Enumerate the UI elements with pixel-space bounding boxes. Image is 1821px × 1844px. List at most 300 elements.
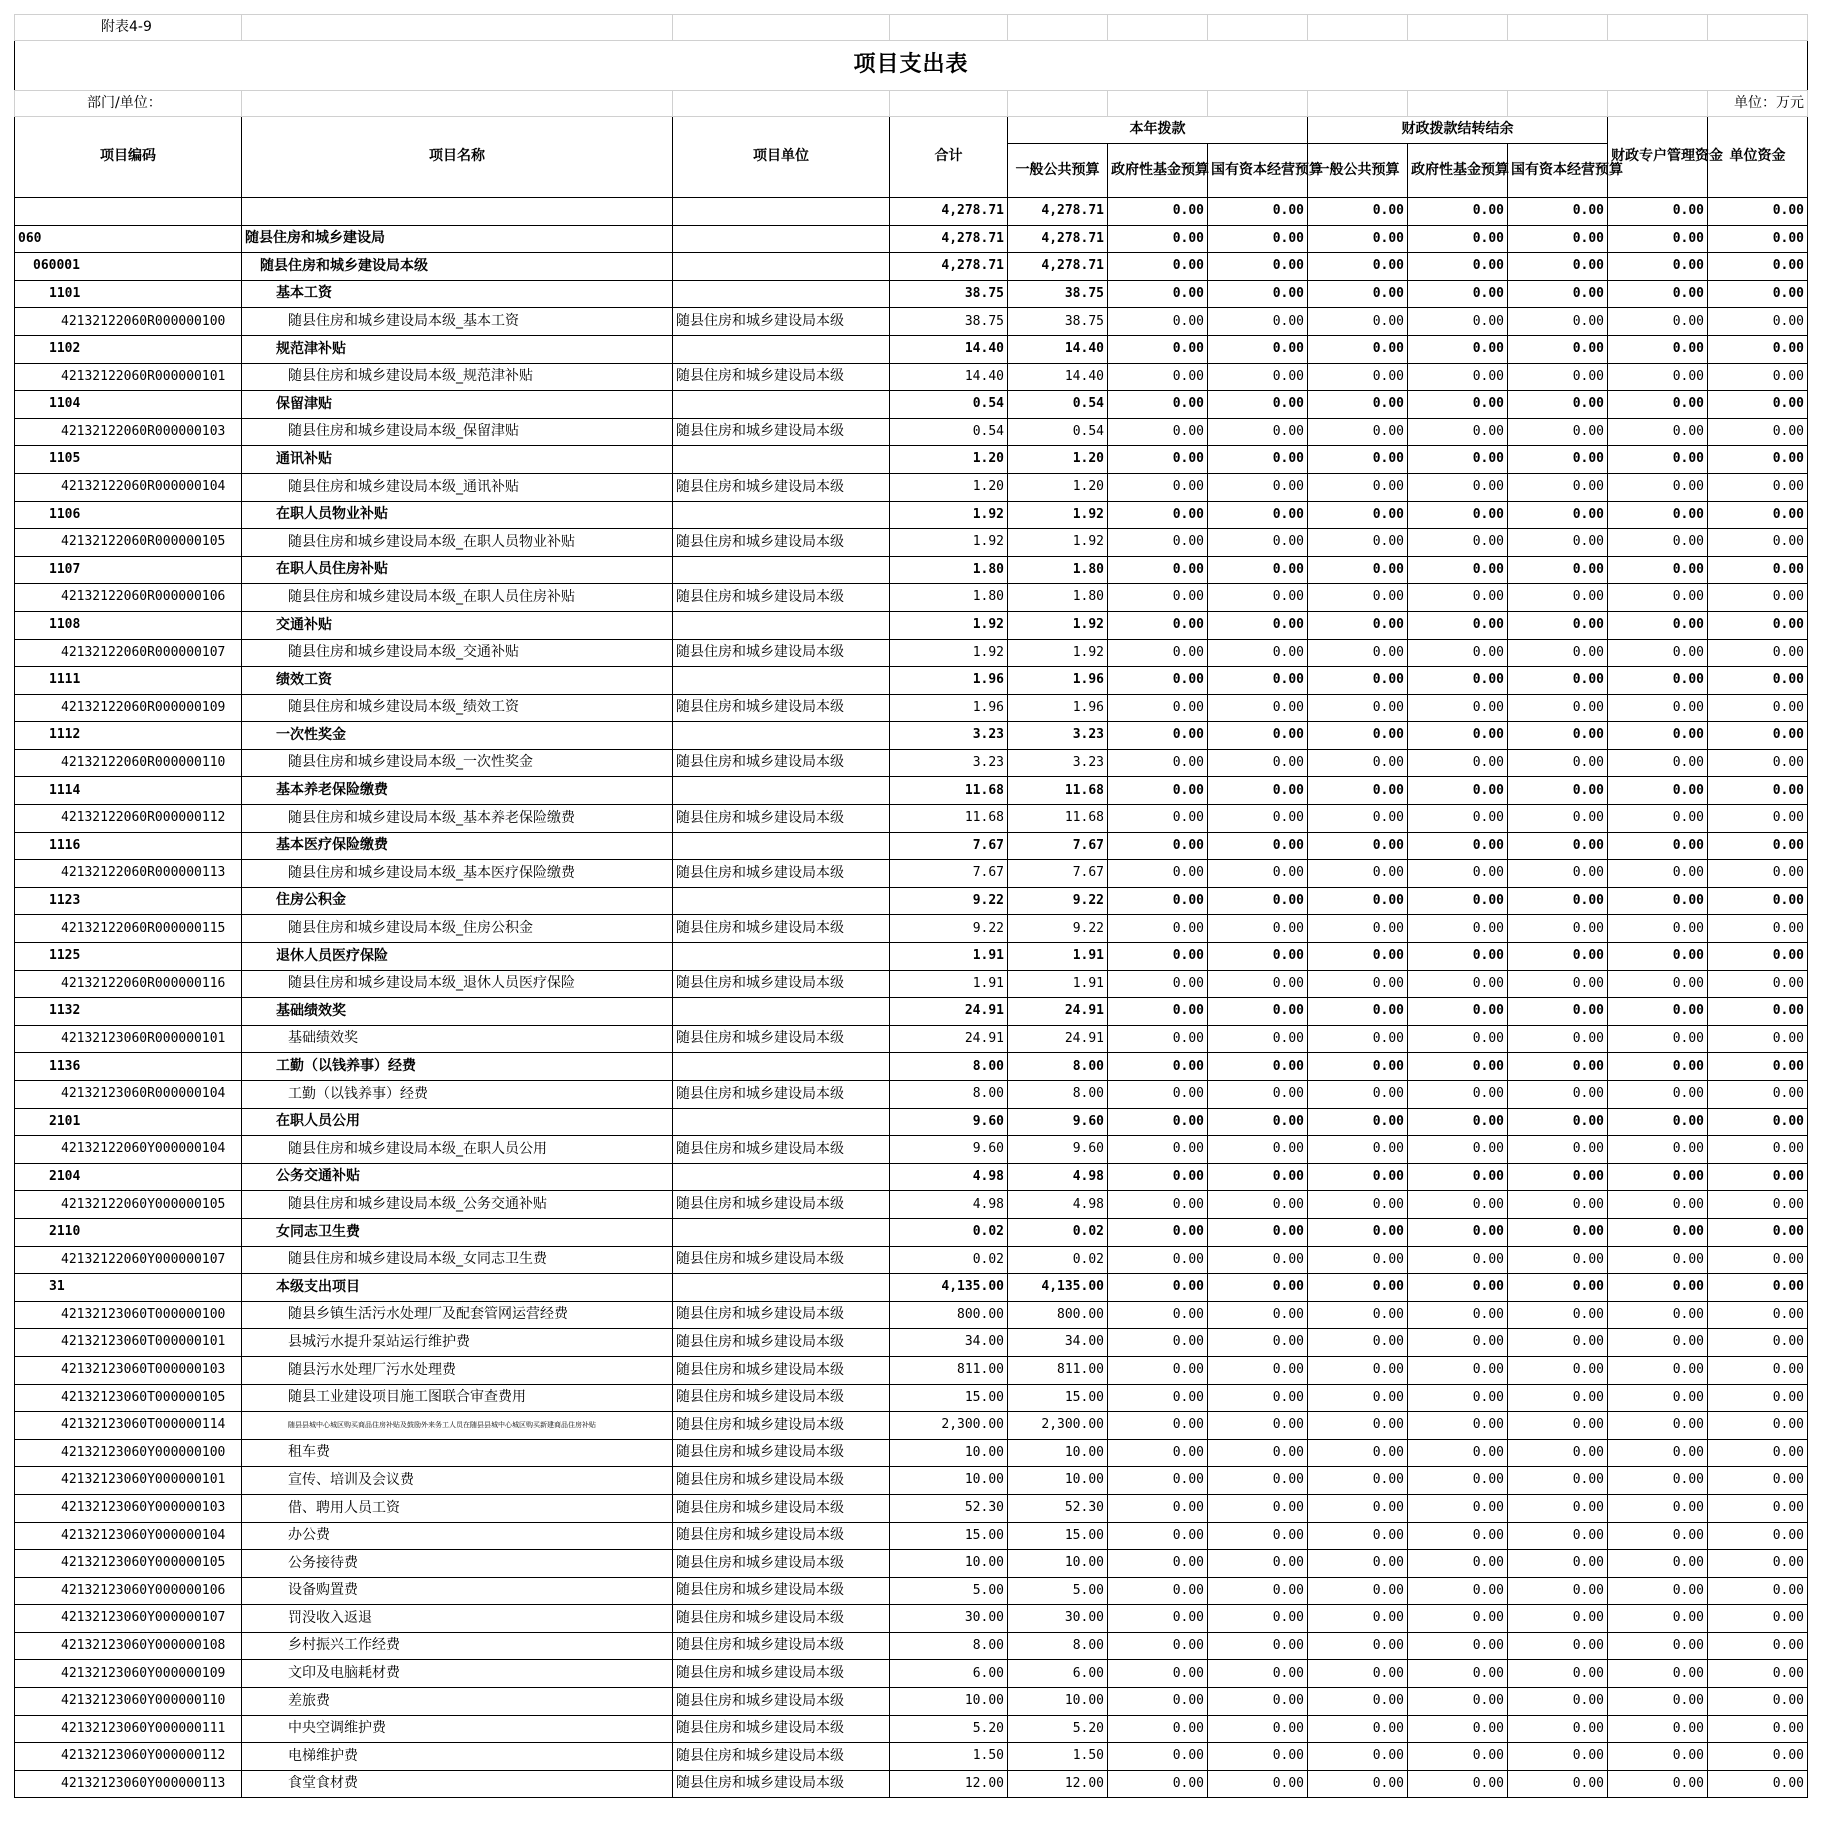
state-cell: 0.00 bbox=[1208, 998, 1308, 1026]
table-row bbox=[15, 225, 1808, 253]
state2-cell: 0.00 bbox=[1508, 639, 1608, 667]
own-cell: 0.00 bbox=[1708, 970, 1808, 998]
general2-cell: 0.00 bbox=[1308, 1081, 1408, 1109]
header-unit: 项目单位 bbox=[673, 117, 890, 198]
total-cell: 1.20 bbox=[890, 473, 1008, 501]
general-budget-cell: 9.22 bbox=[1008, 887, 1108, 915]
general2-cell: 0.00 bbox=[1308, 805, 1408, 833]
state-cell: 0.00 bbox=[1208, 253, 1308, 281]
govfund-cell: 0.00 bbox=[1108, 1605, 1208, 1633]
general2-cell: 0.00 bbox=[1308, 1191, 1408, 1219]
general2-cell: 0.00 bbox=[1308, 584, 1408, 612]
state-cell: 0.00 bbox=[1208, 1439, 1308, 1467]
project-unit-cell: 随县住房和城乡建设局本级 bbox=[673, 1522, 890, 1550]
govfund2-cell: 0.00 bbox=[1408, 501, 1508, 529]
table-row bbox=[15, 1108, 1808, 1136]
project-unit-cell: 随县住房和城乡建设局本级 bbox=[673, 1494, 890, 1522]
project-name-cell: 住房公积金 bbox=[242, 887, 673, 915]
general2-cell: 0.00 bbox=[1308, 887, 1408, 915]
project-unit-cell: 随县住房和城乡建设局本级 bbox=[673, 1660, 890, 1688]
govfund-cell: 0.00 bbox=[1108, 253, 1208, 281]
general2-cell: 0.00 bbox=[1308, 1439, 1408, 1467]
state-cell: 0.00 bbox=[1208, 363, 1308, 391]
own-cell: 0.00 bbox=[1708, 1053, 1808, 1081]
project-code-cell: 42132123060Y000000105 bbox=[15, 1550, 242, 1578]
own-cell: 0.00 bbox=[1708, 1218, 1808, 1246]
general-budget-cell: 38.75 bbox=[1008, 280, 1108, 308]
unit-label: 单位：万元 bbox=[1708, 91, 1808, 117]
own-cell: 0.00 bbox=[1708, 473, 1808, 501]
general-budget-cell: 1.80 bbox=[1008, 556, 1108, 584]
general2-cell: 0.00 bbox=[1308, 1246, 1408, 1274]
general2-cell: 0.00 bbox=[1308, 998, 1408, 1026]
project-name-cell: 中央空调维护费 bbox=[242, 1715, 673, 1743]
govfund2-cell: 0.00 bbox=[1408, 391, 1508, 419]
project-name-cell: 基本医疗保险缴费 bbox=[242, 832, 673, 860]
govfund2-cell: 0.00 bbox=[1408, 1108, 1508, 1136]
project-name-cell: 在职人员公用 bbox=[242, 1108, 673, 1136]
own-cell: 0.00 bbox=[1708, 335, 1808, 363]
general-budget-cell: 14.40 bbox=[1008, 335, 1108, 363]
total-cell: 1.92 bbox=[890, 611, 1008, 639]
special-cell: 0.00 bbox=[1608, 1660, 1708, 1688]
table-row bbox=[15, 805, 1808, 833]
govfund2-cell: 0.00 bbox=[1408, 1274, 1508, 1302]
state-cell: 0.00 bbox=[1208, 529, 1308, 557]
govfund-cell: 0.00 bbox=[1108, 887, 1208, 915]
special-cell: 0.00 bbox=[1608, 1715, 1708, 1743]
state2-cell: 0.00 bbox=[1508, 1632, 1608, 1660]
table-row bbox=[15, 722, 1808, 750]
govfund2-cell: 0.00 bbox=[1408, 1660, 1508, 1688]
govfund2-cell: 0.00 bbox=[1408, 446, 1508, 474]
state-cell: 0.00 bbox=[1208, 860, 1308, 888]
project-name-cell: 办公费 bbox=[242, 1522, 673, 1550]
total-cell: 24.91 bbox=[890, 998, 1008, 1026]
general-budget-cell: 1.96 bbox=[1008, 694, 1108, 722]
state-cell: 0.00 bbox=[1208, 1218, 1308, 1246]
project-code-cell: 42132123060Y000000103 bbox=[15, 1494, 242, 1522]
state2-cell: 0.00 bbox=[1508, 887, 1608, 915]
general-budget-cell: 4,278.71 bbox=[1008, 198, 1108, 226]
state-cell: 0.00 bbox=[1208, 667, 1308, 695]
table-row bbox=[15, 611, 1808, 639]
own-cell: 0.00 bbox=[1708, 280, 1808, 308]
total-cell: 9.22 bbox=[890, 887, 1008, 915]
special-cell: 0.00 bbox=[1608, 584, 1708, 612]
total-cell: 4,278.71 bbox=[890, 225, 1008, 253]
govfund2-cell: 0.00 bbox=[1408, 280, 1508, 308]
state2-cell: 0.00 bbox=[1508, 1053, 1608, 1081]
special-cell: 0.00 bbox=[1608, 1605, 1708, 1633]
govfund-cell: 0.00 bbox=[1108, 1301, 1208, 1329]
project-code-cell: 1108 bbox=[15, 611, 242, 639]
special-cell: 0.00 bbox=[1608, 1384, 1708, 1412]
project-unit-cell bbox=[673, 446, 890, 474]
govfund2-cell: 0.00 bbox=[1408, 805, 1508, 833]
special-cell: 0.00 bbox=[1608, 1053, 1708, 1081]
table-row bbox=[15, 639, 1808, 667]
special-cell: 0.00 bbox=[1608, 1439, 1708, 1467]
state2-cell: 0.00 bbox=[1508, 308, 1608, 336]
total-cell: 10.00 bbox=[890, 1439, 1008, 1467]
state-cell: 0.00 bbox=[1208, 1412, 1308, 1440]
govfund-cell: 0.00 bbox=[1108, 1163, 1208, 1191]
general-budget-cell: 3.23 bbox=[1008, 749, 1108, 777]
project-code-cell: 42132122060R000000109 bbox=[15, 694, 242, 722]
table-row bbox=[15, 998, 1808, 1026]
own-cell: 0.00 bbox=[1708, 1108, 1808, 1136]
project-unit-cell: 随县住房和城乡建设局本级 bbox=[673, 1550, 890, 1578]
govfund-cell: 0.00 bbox=[1108, 308, 1208, 336]
govfund-cell: 0.00 bbox=[1108, 1632, 1208, 1660]
general2-cell: 0.00 bbox=[1308, 391, 1408, 419]
govfund-cell: 0.00 bbox=[1108, 1329, 1208, 1357]
state2-cell: 0.00 bbox=[1508, 1191, 1608, 1219]
state2-cell: 0.00 bbox=[1508, 1770, 1608, 1798]
project-name-cell: 租车费 bbox=[242, 1439, 673, 1467]
own-cell: 0.00 bbox=[1708, 1329, 1808, 1357]
govfund-cell: 0.00 bbox=[1108, 998, 1208, 1026]
project-name-cell: 随县住房和城乡建设局本级_基本工资 bbox=[242, 308, 673, 336]
state2-cell: 0.00 bbox=[1508, 970, 1608, 998]
general-budget-cell: 1.92 bbox=[1008, 529, 1108, 557]
total-cell: 8.00 bbox=[890, 1053, 1008, 1081]
table-row bbox=[15, 694, 1808, 722]
govfund-cell: 0.00 bbox=[1108, 1467, 1208, 1495]
project-unit-cell: 随县住房和城乡建设局本级 bbox=[673, 1191, 890, 1219]
total-cell: 7.67 bbox=[890, 832, 1008, 860]
project-name-cell: 随县住房和城乡建设局本级_一次性奖金 bbox=[242, 749, 673, 777]
special-cell: 0.00 bbox=[1608, 1494, 1708, 1522]
header-gov-fund: 政府性基金预算 bbox=[1108, 144, 1208, 198]
state2-cell: 0.00 bbox=[1508, 611, 1608, 639]
table-row bbox=[15, 1467, 1808, 1495]
project-code-cell: 42132122060Y000000104 bbox=[15, 1136, 242, 1164]
general-budget-cell: 1.20 bbox=[1008, 473, 1108, 501]
project-code-cell: 42132122060Y000000107 bbox=[15, 1246, 242, 1274]
general-budget-cell: 9.60 bbox=[1008, 1136, 1108, 1164]
state2-cell: 0.00 bbox=[1508, 1136, 1608, 1164]
table-row bbox=[15, 446, 1808, 474]
state2-cell: 0.00 bbox=[1508, 1218, 1608, 1246]
state-cell: 0.00 bbox=[1208, 225, 1308, 253]
project-name-cell: 乡村振兴工作经费 bbox=[242, 1632, 673, 1660]
govfund2-cell: 0.00 bbox=[1408, 308, 1508, 336]
general2-cell: 0.00 bbox=[1308, 667, 1408, 695]
project-unit-cell: 随县住房和城乡建设局本级 bbox=[673, 529, 890, 557]
general-budget-cell: 12.00 bbox=[1008, 1770, 1108, 1798]
project-name-cell: 退休人员医疗保险 bbox=[242, 943, 673, 971]
govfund2-cell: 0.00 bbox=[1408, 1605, 1508, 1633]
special-cell: 0.00 bbox=[1608, 391, 1708, 419]
general2-cell: 0.00 bbox=[1308, 280, 1408, 308]
special-cell: 0.00 bbox=[1608, 253, 1708, 281]
total-cell: 9.60 bbox=[890, 1136, 1008, 1164]
general-budget-cell: 1.50 bbox=[1008, 1743, 1108, 1771]
total-cell: 8.00 bbox=[890, 1081, 1008, 1109]
own-cell: 0.00 bbox=[1708, 1467, 1808, 1495]
project-unit-cell: 随县住房和城乡建设局本级 bbox=[673, 1743, 890, 1771]
own-cell: 0.00 bbox=[1708, 1660, 1808, 1688]
own-cell: 0.00 bbox=[1708, 1577, 1808, 1605]
total-cell: 10.00 bbox=[890, 1550, 1008, 1578]
total-cell: 15.00 bbox=[890, 1522, 1008, 1550]
state2-cell: 0.00 bbox=[1508, 722, 1608, 750]
project-unit-cell bbox=[673, 198, 890, 226]
special-cell: 0.00 bbox=[1608, 943, 1708, 971]
total-cell: 1.91 bbox=[890, 943, 1008, 971]
state-cell: 0.00 bbox=[1208, 1191, 1308, 1219]
total-cell: 7.67 bbox=[890, 860, 1008, 888]
special-cell: 0.00 bbox=[1608, 1356, 1708, 1384]
special-cell: 0.00 bbox=[1608, 1522, 1708, 1550]
own-cell: 0.00 bbox=[1708, 225, 1808, 253]
special-cell: 0.00 bbox=[1608, 1274, 1708, 1302]
project-name-cell: 文印及电脑耗材费 bbox=[242, 1660, 673, 1688]
own-cell: 0.00 bbox=[1708, 1688, 1808, 1716]
special-cell: 0.00 bbox=[1608, 556, 1708, 584]
state2-cell: 0.00 bbox=[1508, 363, 1608, 391]
state-cell: 0.00 bbox=[1208, 391, 1308, 419]
own-cell: 0.00 bbox=[1708, 391, 1808, 419]
general2-cell: 0.00 bbox=[1308, 1494, 1408, 1522]
project-unit-cell: 随县住房和城乡建设局本级 bbox=[673, 639, 890, 667]
state-cell: 0.00 bbox=[1208, 1605, 1308, 1633]
general2-cell: 0.00 bbox=[1308, 1218, 1408, 1246]
general-budget-cell: 10.00 bbox=[1008, 1550, 1108, 1578]
special-cell: 0.00 bbox=[1608, 970, 1708, 998]
page-title: 项目支出表 bbox=[15, 41, 1808, 91]
project-unit-cell bbox=[673, 1053, 890, 1081]
project-code-cell: 2110 bbox=[15, 1218, 242, 1246]
own-cell: 0.00 bbox=[1708, 1136, 1808, 1164]
state-cell: 0.00 bbox=[1208, 1550, 1308, 1578]
special-cell: 0.00 bbox=[1608, 1329, 1708, 1357]
special-cell: 0.00 bbox=[1608, 1632, 1708, 1660]
project-code-cell: 1136 bbox=[15, 1053, 242, 1081]
project-unit-cell: 随县住房和城乡建设局本级 bbox=[673, 915, 890, 943]
project-code-cell: 42132122060R000000110 bbox=[15, 749, 242, 777]
general-budget-cell: 0.54 bbox=[1008, 391, 1108, 419]
special-cell: 0.00 bbox=[1608, 446, 1708, 474]
project-unit-cell: 随县住房和城乡建设局本级 bbox=[673, 1329, 890, 1357]
project-unit-cell: 随县住房和城乡建设局本级 bbox=[673, 970, 890, 998]
project-name-cell: 随县住房和城乡建设局本级_公务交通补贴 bbox=[242, 1191, 673, 1219]
table-row bbox=[15, 1081, 1808, 1109]
state-cell: 0.00 bbox=[1208, 1274, 1308, 1302]
special-cell: 0.00 bbox=[1608, 1743, 1708, 1771]
govfund-cell: 0.00 bbox=[1108, 391, 1208, 419]
project-name-cell: 随县住房和城乡建设局 bbox=[242, 225, 673, 253]
govfund-cell: 0.00 bbox=[1108, 225, 1208, 253]
project-name-cell: 规范津补贴 bbox=[242, 335, 673, 363]
govfund2-cell: 0.00 bbox=[1408, 556, 1508, 584]
state2-cell: 0.00 bbox=[1508, 1439, 1608, 1467]
govfund-cell: 0.00 bbox=[1108, 943, 1208, 971]
govfund2-cell: 0.00 bbox=[1408, 1412, 1508, 1440]
state-cell: 0.00 bbox=[1208, 694, 1308, 722]
own-cell: 0.00 bbox=[1708, 887, 1808, 915]
header-general-budget-carry: 一般公共预算 bbox=[1308, 144, 1408, 198]
special-cell: 0.00 bbox=[1608, 860, 1708, 888]
govfund2-cell: 0.00 bbox=[1408, 667, 1508, 695]
state-cell: 0.00 bbox=[1208, 1246, 1308, 1274]
table-row bbox=[15, 1053, 1808, 1081]
special-cell: 0.00 bbox=[1608, 1550, 1708, 1578]
state2-cell: 0.00 bbox=[1508, 1246, 1608, 1274]
govfund-cell: 0.00 bbox=[1108, 556, 1208, 584]
table-row bbox=[15, 667, 1808, 695]
govfund-cell: 0.00 bbox=[1108, 1081, 1208, 1109]
general2-cell: 0.00 bbox=[1308, 253, 1408, 281]
general-budget-cell: 1.92 bbox=[1008, 611, 1108, 639]
own-cell: 0.00 bbox=[1708, 418, 1808, 446]
govfund-cell: 0.00 bbox=[1108, 1577, 1208, 1605]
general-budget-cell: 10.00 bbox=[1008, 1467, 1108, 1495]
table-row bbox=[15, 335, 1808, 363]
state2-cell: 0.00 bbox=[1508, 335, 1608, 363]
general-budget-cell: 1.96 bbox=[1008, 667, 1108, 695]
special-cell: 0.00 bbox=[1608, 1163, 1708, 1191]
govfund-cell: 0.00 bbox=[1108, 1770, 1208, 1798]
govfund-cell: 0.00 bbox=[1108, 1660, 1208, 1688]
state2-cell: 0.00 bbox=[1508, 749, 1608, 777]
project-name-cell: 宣传、培训及会议费 bbox=[242, 1467, 673, 1495]
state2-cell: 0.00 bbox=[1508, 1274, 1608, 1302]
special-cell: 0.00 bbox=[1608, 1246, 1708, 1274]
project-name-cell: 通讯补贴 bbox=[242, 446, 673, 474]
general2-cell: 0.00 bbox=[1308, 749, 1408, 777]
govfund2-cell: 0.00 bbox=[1408, 722, 1508, 750]
project-name-cell: 随县住房和城乡建设局本级_住房公积金 bbox=[242, 915, 673, 943]
general-budget-cell: 9.60 bbox=[1008, 1108, 1108, 1136]
state-cell: 0.00 bbox=[1208, 749, 1308, 777]
govfund2-cell: 0.00 bbox=[1408, 335, 1508, 363]
project-unit-cell: 随县住房和城乡建设局本级 bbox=[673, 1770, 890, 1798]
govfund-cell: 0.00 bbox=[1108, 1246, 1208, 1274]
project-code-cell: 1101 bbox=[15, 280, 242, 308]
project-unit-cell: 随县住房和城乡建设局本级 bbox=[673, 1384, 890, 1412]
general-budget-cell: 1.92 bbox=[1008, 501, 1108, 529]
special-cell: 0.00 bbox=[1608, 777, 1708, 805]
total-cell: 3.23 bbox=[890, 722, 1008, 750]
own-cell: 0.00 bbox=[1708, 556, 1808, 584]
govfund2-cell: 0.00 bbox=[1408, 1384, 1508, 1412]
state-cell: 0.00 bbox=[1208, 1356, 1308, 1384]
general-budget-cell: 800.00 bbox=[1008, 1301, 1108, 1329]
project-code-cell: 42132123060Y000000110 bbox=[15, 1688, 242, 1716]
total-cell: 4.98 bbox=[890, 1163, 1008, 1191]
table-row bbox=[15, 556, 1808, 584]
state2-cell: 0.00 bbox=[1508, 1384, 1608, 1412]
special-cell: 0.00 bbox=[1608, 1467, 1708, 1495]
govfund2-cell: 0.00 bbox=[1408, 694, 1508, 722]
table-row bbox=[15, 1246, 1808, 1274]
own-cell: 0.00 bbox=[1708, 777, 1808, 805]
general2-cell: 0.00 bbox=[1308, 418, 1408, 446]
state2-cell: 0.00 bbox=[1508, 832, 1608, 860]
project-unit-cell bbox=[673, 253, 890, 281]
table-row bbox=[15, 1743, 1808, 1771]
table-row bbox=[15, 1025, 1808, 1053]
project-unit-cell bbox=[673, 943, 890, 971]
project-name-cell: 设备购置费 bbox=[242, 1577, 673, 1605]
govfund-cell: 0.00 bbox=[1108, 1025, 1208, 1053]
table-row bbox=[15, 1384, 1808, 1412]
total-cell: 4,278.71 bbox=[890, 253, 1008, 281]
table-row bbox=[15, 943, 1808, 971]
govfund-cell: 0.00 bbox=[1108, 1384, 1208, 1412]
table-row bbox=[15, 391, 1808, 419]
govfund2-cell: 0.00 bbox=[1408, 225, 1508, 253]
special-cell: 0.00 bbox=[1608, 805, 1708, 833]
project-name-cell: 随县住房和城乡建设局本级_退休人员医疗保险 bbox=[242, 970, 673, 998]
state2-cell: 0.00 bbox=[1508, 915, 1608, 943]
state2-cell: 0.00 bbox=[1508, 1605, 1608, 1633]
state-cell: 0.00 bbox=[1208, 1494, 1308, 1522]
project-code-cell: 42132123060Y000000108 bbox=[15, 1632, 242, 1660]
general2-cell: 0.00 bbox=[1308, 1605, 1408, 1633]
project-code-cell: 42132122060R000000103 bbox=[15, 418, 242, 446]
project-unit-cell: 随县住房和城乡建设局本级 bbox=[673, 694, 890, 722]
project-name-cell: 随县工业建设项目施工图联合审查费用 bbox=[242, 1384, 673, 1412]
state2-cell: 0.00 bbox=[1508, 1108, 1608, 1136]
general2-cell: 0.00 bbox=[1308, 1384, 1408, 1412]
project-name-cell: 罚没收入返退 bbox=[242, 1605, 673, 1633]
project-name-cell: 食堂食材费 bbox=[242, 1770, 673, 1798]
general2-cell: 0.00 bbox=[1308, 1301, 1408, 1329]
total-cell: 0.02 bbox=[890, 1246, 1008, 1274]
general-budget-cell: 5.00 bbox=[1008, 1577, 1108, 1605]
state-cell: 0.00 bbox=[1208, 611, 1308, 639]
table-row bbox=[15, 1577, 1808, 1605]
special-cell: 0.00 bbox=[1608, 1025, 1708, 1053]
govfund2-cell: 0.00 bbox=[1408, 584, 1508, 612]
state2-cell: 0.00 bbox=[1508, 943, 1608, 971]
project-name-cell: 县城污水提升泵站运行维护费 bbox=[242, 1329, 673, 1357]
general-budget-cell: 0.02 bbox=[1008, 1246, 1108, 1274]
general-budget-cell: 4.98 bbox=[1008, 1191, 1108, 1219]
project-code-cell: 1104 bbox=[15, 391, 242, 419]
state2-cell: 0.00 bbox=[1508, 694, 1608, 722]
project-name-cell: 随县住房和城乡建设局本级_在职人员物业补贴 bbox=[242, 529, 673, 557]
project-unit-cell: 随县住房和城乡建设局本级 bbox=[673, 1688, 890, 1716]
title-row bbox=[15, 41, 1808, 91]
general-budget-cell: 1.91 bbox=[1008, 943, 1108, 971]
header-name: 项目名称 bbox=[242, 117, 673, 198]
general-budget-cell: 1.80 bbox=[1008, 584, 1108, 612]
project-unit-cell: 随县住房和城乡建设局本级 bbox=[673, 308, 890, 336]
general2-cell: 0.00 bbox=[1308, 1053, 1408, 1081]
govfund2-cell: 0.00 bbox=[1408, 1467, 1508, 1495]
project-code-cell: 1125 bbox=[15, 943, 242, 971]
special-cell: 0.00 bbox=[1608, 280, 1708, 308]
project-code-cell: 42132123060Y000000111 bbox=[15, 1715, 242, 1743]
govfund-cell: 0.00 bbox=[1108, 1136, 1208, 1164]
state-cell: 0.00 bbox=[1208, 446, 1308, 474]
govfund-cell: 0.00 bbox=[1108, 1494, 1208, 1522]
state-cell: 0.00 bbox=[1208, 308, 1308, 336]
special-cell: 0.00 bbox=[1608, 308, 1708, 336]
project-code-cell: 42132122060R000000112 bbox=[15, 805, 242, 833]
special-cell: 0.00 bbox=[1608, 335, 1708, 363]
state2-cell: 0.00 bbox=[1508, 1494, 1608, 1522]
govfund2-cell: 0.00 bbox=[1408, 418, 1508, 446]
state-cell: 0.00 bbox=[1208, 501, 1308, 529]
govfund-cell: 0.00 bbox=[1108, 1356, 1208, 1384]
state2-cell: 0.00 bbox=[1508, 225, 1608, 253]
